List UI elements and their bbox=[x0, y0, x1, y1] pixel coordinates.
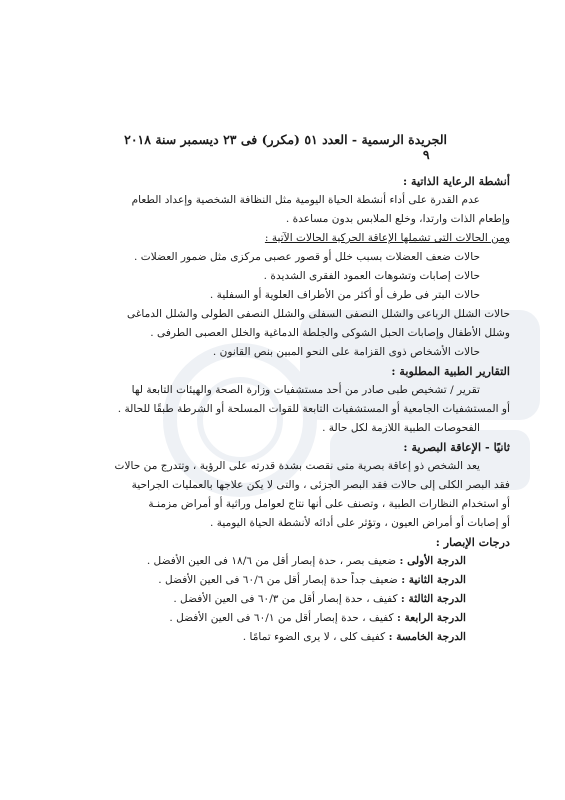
section-heading-visual: ثانيًا - الإعاقة البصرية : bbox=[403, 440, 510, 454]
degree-item bbox=[58, 609, 510, 628]
degree-item bbox=[58, 628, 510, 647]
motor-line: حالات إصابات وتشوهات العمود الفقرى الشديدة . bbox=[263, 270, 480, 282]
visual-line: فقد البصر الكلى إلى حالات فقد البصر الجزئى ، والتى لا يكن علاجها بالعمليات الجراحية bbox=[131, 479, 510, 491]
motor-line: حالات الشلل الرباعى والشلل النصفى السفلى والشلل النصفى الطولى والشلل الدماغى bbox=[127, 308, 510, 320]
visual-line: يعد الشخص ذو إعاقة بصرية متى نقصت بشدة قدرته على الرؤية ، وتتدرج من حالات bbox=[114, 460, 480, 472]
report-line: تقرير / تشخيص طبى صادر من أحد مستشفيات وزارة الصحة والهيئات التابعة لها bbox=[131, 384, 480, 396]
degree-label: الدرجة الثانية : bbox=[401, 574, 466, 586]
visual-line: أو إصابات أو أمراض العيون ، وتؤثر على أدائه لأنشطة الحياة اليومية . bbox=[210, 517, 510, 529]
paragraph-line: وإطعام الذات وارتدا، وخلع الملابس بدون مساعدة . bbox=[285, 213, 510, 225]
degree-label: الدرجة الأولى : bbox=[399, 555, 466, 567]
degree-text: كفيف كلى ، لا يرى الضوء تمامًا . bbox=[242, 631, 386, 643]
document-body bbox=[58, 172, 510, 647]
degree-label: الدرجة الرابعة : bbox=[396, 612, 466, 624]
paragraph-line: عدم القدرة على أداء أنشطة الحياة اليومية مثل النظافة الشخصية وإعداد الطعام bbox=[131, 194, 480, 206]
degree-text: كفيف ، حدة إبصار أقل من ٦٠/١ فى العين الأفضل . bbox=[169, 612, 394, 624]
motor-line: حالات ضعف العضلات بسبب خلل أو قصور عصبى مركزى مثل ضمور العضلات . bbox=[134, 251, 480, 263]
degree-text: ضعيف جداً حدة إبصار أقل من ٦٠/٦ فى العين الأفضل . bbox=[158, 574, 398, 586]
page-number: ٩ bbox=[422, 147, 430, 162]
motor-line: وشلل الأطفال وإصابات الحبل الشوكى والجلطة الدماغية والخلل العصبى الطرفى . bbox=[150, 327, 510, 339]
page-header bbox=[122, 132, 447, 162]
degree-item bbox=[58, 590, 510, 609]
section-heading-medical-reports: التقارير الطبية المطلوبة : bbox=[391, 364, 510, 378]
report-line: الفحوصات الطبية اللازمة لكل حالة . bbox=[322, 422, 480, 434]
header-title: الجريدة الرسمية - العدد ٥١ (مكرر) فى ٢٣ ديسمبر سنة ٢٠١٨ bbox=[124, 132, 447, 147]
section-heading-degrees: درجات الإبصار : bbox=[435, 535, 510, 549]
degree-label: الدرجة الثالثة : bbox=[400, 593, 466, 605]
motor-line: حالات الأشخاص ذوى القزامة على النحو المبين بنص القانون . bbox=[212, 346, 480, 358]
degree-item bbox=[58, 552, 510, 571]
visual-line: أو استخدام النظارات الطبية ، وتصنف على أنها نتاج لعوامل وراثية أو أمراض مزمنـة bbox=[148, 498, 510, 510]
motor-intro: ومن الحالات التى تشملها الإعاقة الحركية الحالات الآتية : bbox=[264, 232, 510, 244]
degree-label: الدرجة الخامسة : bbox=[388, 631, 466, 643]
degree-item bbox=[58, 571, 510, 590]
report-line: أو المستشفيات الجامعية أو المستشفيات التابعة للقوات المسلحة أو الشرطة طبقًا للحالة . bbox=[117, 403, 510, 415]
degree-text: ضعيف بصر ، حدة إبصار أقل من ١٨/٦ فى العين الأفضل . bbox=[146, 555, 397, 567]
motor-line: حالات البتر فى طرف أو أكثر من الأطراف العلوية أو السفلية . bbox=[209, 289, 480, 301]
degree-text: كفيف ، حدة إبصار أقل من ٦٠/٣ فى العين الأفضل . bbox=[173, 593, 398, 605]
section-heading-self-care: أنشطة الرعاية الذاتية : bbox=[402, 174, 510, 188]
